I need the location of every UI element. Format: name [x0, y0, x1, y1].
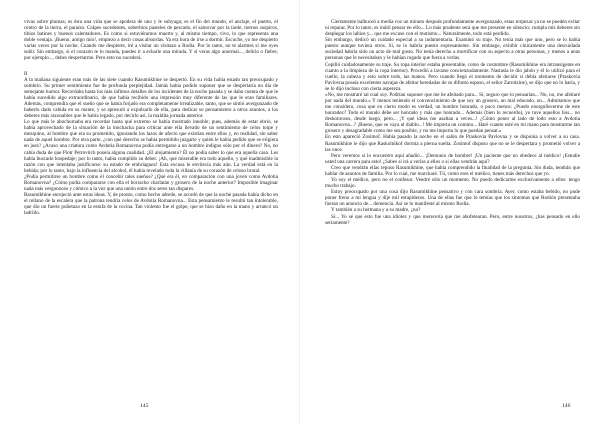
paragraph: Pero veremos si lo encuentro aquí añadió... ¡Demonio de hombre! ¡Un paciente que no obedece al médico! ¡Estudie usted una carrera para esto! ¿Sabes si irá a verlas a ellos o si ellas vendrán aquí?	[325, 152, 580, 165]
paragraph: Cepilló cuidadosamente su traje. Su ropa interior estaba presentable, como de costumbre (Rasumikhine era intransigente en cuanto a la limpieza de la ropa interior). Procedió a lavarse concienzudamente. Nastasia le dio jabón y él lo utilizó para el cuello, la cabeza y esto sobre todo, las manos. Pero cuando llegó el momento de decidir si debía afeitarse (Praskovia Pavlovna poseía excelentes navajas de afeitar heredadas de su difunto esposo, el señor Zarnitzine), se dijo que no lo haría, y se lo dijo incluso con cierta aspereza.	[325, 61, 580, 92]
page-number: 145	[140, 403, 149, 409]
paragraph: vivas sobre plumas; es ésta una vida que se apodera de uno y le subyuga; es el fin del mundo, el anclaje, el puerto, el centro de la tierra, el paraíso. Crápes sucedentes, soberbios pasteles de pescado, el samovar por la tarde, tiernos suspiros, tibios batines y buenos calentadores. Es como si estuviéramos muerto y, al mismo tiempo, vivo, lo que representa una doble ventaja. ¡Bueno, amigo mío!, empiezo a decir cosas absurdas. Ya era hora de irse a dormir. Escuche, yo me despierto varias veces por la noche. Cuando me despierte, iré a visitar un visitazo a Rodia. Por lo tanto, no te alarmes si me oyes subir. Sin embargo, si el corazón te lo manda, puedes ir a echarle una mirada. Y si veras algo anormal..., delirio o fiebre, por ejemplo..., debes despertarme. Pero esto no sucederá.	[24, 19, 278, 62]
paragraph: Sin embargo, dedicó un cuidado especial a su indumentaria. Examinó su traje. No tenía más que uno, pero se lo había puesto aunque tuviera otros. Si, se lo habría puesto expresamente. Sin embargo, exhibir cínicamente una descuidada suciedad habría sido un acto de mal gusto. No tenía derecho a mortificar con su aspecto a otras personas, y menos a unas personas que le necesitaban y le habían rogado que fuera a verlas.	[325, 37, 580, 62]
paragraph: Ciertamente balbuceó a media voz un minuto después profundamente avergonzado, estas torpezas ya no se pueden evitar ni reparar. Por lo tanto, es inútil pensar en ello... Lo más prudente será que me presente en silencio; cumpla mis deberes sin desplegar los labios y... que me excuse con el mutismo... Naturalmente, todo está perdido.	[325, 19, 580, 38]
paragraph: Lo que más le abochornaba era recordar hasta qué extremo se había mostrado innoble; pues, además de estar ebrio, se había aprovechado de la situación de la muchacha para criticar ante ella llevado de un sentimiento de celos torpe y mezquino, al hombre que era su prometido, ignorando los lazos de afecto que existían entre ellos y, en realidad, sin saber nada de aquel hombre. Por otra parte, ¿con qué derecho se había permitido juzgarle y quién le había pedido que se erigiera en juez? ¿Acaso una criatura como Avdotia Romanovna podía entregarse a un hombre indigno sólo por el dinero? No, no cabía duda de que Piotr Petrovitch poseía alguna cualidad. ¿El alojamiento? Él no podía saber lo que era aquella casa. Les había buscado hospedaje; por lo tanto, había cumplido su deber. ¡Ah, qué miserable era todo aquello, y qué inadmisible la razón con que intentaba justificarse: su estado de embriaguez! Esta excusa le envilecía más aún. La verdad está en la bebida; por lo tanto, bajo la influencia del alcohol, él había revelado toda la villanía de su corazón de celoso brutal.	[24, 119, 278, 174]
right-page	[300, 0, 600, 424]
right-page-text	[325, 19, 580, 411]
paragraph: Creo que vendrán ellas repuso Rasumikhine, que había comprendido la finalidad de la pregunta. Sin duda, tendrán que hablar de asuntos de familia. Por lo cual, me marcharé. Tú, como eres el médico, tienes más derechos que yo.	[325, 164, 580, 177]
paragraph: En esto apareció Zosimof. Había pasado la noche en el salón de Praskovia Pavlovna y se disponía a volver a su casa. Rasumikhine le dijo que Raskolnikof dormía a pierna suelta. Zosimof dispuso que no se le despertara y prometió volver a las once.	[325, 134, 580, 153]
paragraph: Rasumikhine enrojeció ante estas ideas. Y, de pronto, como hecho adrede, se acordó de que la noche pasada había dicho en el rellano de la escalera que la patrona tendría celos de Avdotia Romanovna... Esta pensamiento le resultó tan intolerable, que dio un fuerte puñetazo en la estufa de la cocina. Tan violento fue el golpe, que se hizo daño en la mano y arrancó un ladrillo.	[24, 192, 278, 217]
paragraph: Estoy preocupado por una cosa dijo Rasumikhine pensativo y con cara sombría. Ayer, como estaba bebido, no pude poner freno a mi lengua y dije mil estupideces. Una de ellas fue que lo temías que los síntomas que Rodión presentaba fueran un anuncio de... demencia. Así se lo manifesté al mismo Rodia.	[325, 189, 580, 208]
chapter-heading: II	[24, 70, 28, 77]
paragraph: «No, me mostraré tal cual soy. Podrían suponer que me he afeitado para... Sí, seguro que lo pensarían... No, no, me afeitaré por nada del mundo.» Y menos teniendo el convencimiento de que soy un grosero, un mal educado, un... Admitamos que me considero, cosa que en cierto modo es verdad, un hombre honrado, o poco menos: ¿Puedo enorgullecerme de este honradez? Todo el mundo debe ser honrado y más que honrado... Además (bien lo recuerdo), yo tuve aquellos líos... no deshonrosos, desde luego, pero... ¡Y qué ideas me asaltan a veces...! ¿Cómo poner al lado de todo esto a Avdotia Romanovna...? ¡Bueno, que se vaya al diablo...! Me importa un comino... Haré cuanto esté en mi mano para mostrarme tan grosero y desagradable como me sea posible, y no me importa lo que puedan pensar.»	[325, 91, 580, 135]
paragraph: Y también a su hermana y a su madre, ¿no?	[331, 207, 421, 214]
paragraph: Sí... Yo sé que esto fue una idiotez y que merecería que me abofetearan. Pero, entre nosotros, ¿has pensado en ello seriamente?	[325, 213, 580, 226]
left-page-text	[24, 19, 278, 411]
paragraph: Yo soy el médico, pero no el confesor. Vendré sólo un momento. No puedo dedicarme exclusivamente a ellos: tengo mucho trabajo.	[325, 177, 580, 190]
paragraph: A la mañana siguiente eran más de las siete cuando Rasumikhine se despertó. En su vida había estado tan preocupado y sombrío. Su primer sentimiento fue de profunda perplejidad. Jamás había podido suponer que se despertaría un día de semejante humor. Recordaba hasta los más ínfimos detalles de los incidentes de la noche pasada y se daba cuenta de que le había sucedido algo extraordinario, de que había recibido una impresión muy diferente de las que le eran familiares. Además, comprendía que el sueño que se había forjado era completamente irrealizable, tanto, que se sintió avergonzado de haberlo dado cabida en su mente, y se apresuró a expulsarlo de ella, para dedicar su pensamiento a otros asuntos, a los deberes más razonables que le había legado, por decirlo así, la maldita jornada anterior.	[24, 76, 278, 120]
page-number: 146	[562, 403, 571, 409]
paragraph: ¿Podía permitirse un hombre como él concebir tales sueños? ¿Qué era él, en comparación con una joven como Avdotia Romanovna? ¿Cómo podía compararse con ella el borracho charlatán y grosero de la noche anterior? Imposible imaginar nada más vergonzoso y cómico a la vez que una unión entre dos seres tan dispares.	[24, 173, 278, 193]
